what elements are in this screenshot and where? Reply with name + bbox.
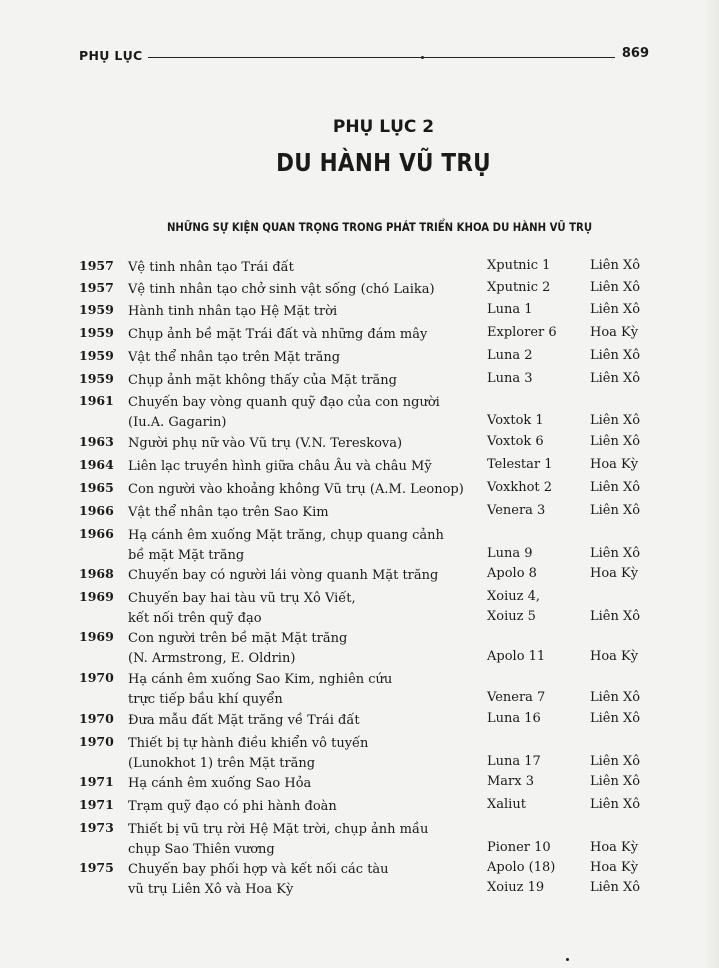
event-year: 1959 xyxy=(79,302,114,317)
event-description xyxy=(128,325,473,345)
event-description xyxy=(128,629,473,669)
event-description-line: bề mặt Mặt trăng xyxy=(128,548,245,563)
country-name: Liên Xô xyxy=(590,434,641,449)
country-name: Liên Xô xyxy=(590,690,641,705)
event-description-line: trực tiếp bầu khí quyển xyxy=(128,692,283,707)
spacecraft-name: Explorer 6 xyxy=(487,325,557,340)
spacecraft-name: Xoiuz 4, xyxy=(487,589,540,604)
event-year: 1959 xyxy=(79,325,114,340)
event-description xyxy=(128,589,473,629)
event-description xyxy=(128,258,473,278)
speck xyxy=(566,958,569,961)
event-description-line: chụp Sao Thiên vương xyxy=(128,842,275,857)
event-description xyxy=(128,797,473,817)
country-name: Liên Xô xyxy=(590,371,641,386)
spacecraft-name: Xputnic 2 xyxy=(487,280,551,295)
event-year: 1975 xyxy=(79,860,114,875)
event-year: 1965 xyxy=(79,480,114,495)
event-description-line: Hành tinh nhân tạo Hệ Mặt trời xyxy=(128,304,338,319)
header-rule xyxy=(148,57,615,58)
event-year: 1966 xyxy=(79,503,114,518)
country-name: Liên Xô xyxy=(590,413,641,428)
spacecraft-name: Venera 3 xyxy=(487,503,546,518)
event-description-line: Hạ cánh êm xuống Mặt trăng, chụp quang cảnh xyxy=(128,528,444,543)
event-description xyxy=(128,566,473,586)
country-name: Liên Xô xyxy=(590,480,641,495)
event-description-line: (Iu.A. Gagarin) xyxy=(128,415,227,430)
country-name: Liên Xô xyxy=(590,546,641,561)
event-description-line: Vệ tinh nhân tạo Trái đất xyxy=(128,260,294,275)
spacecraft-name: Marx 3 xyxy=(487,774,535,789)
country-name: Liên Xô xyxy=(590,797,641,812)
event-year: 1957 xyxy=(79,280,114,295)
country-name: Hoa Kỳ xyxy=(590,860,639,875)
event-year: 1964 xyxy=(79,457,114,472)
event-description-line: vũ trụ Liên Xô và Hoa Kỳ xyxy=(128,882,294,897)
appendix-label: PHỤ LỤC 2 xyxy=(332,117,435,137)
event-description xyxy=(128,393,473,433)
event-year: 1966 xyxy=(79,526,114,541)
country-name: Liên Xô xyxy=(590,609,641,624)
event-description-line: Chuyến bay có người lái vòng quanh Mặt trăng xyxy=(128,568,439,583)
event-description-line: Thiết bị vũ trụ rời Hệ Mặt trời, chụp ảnh mầu xyxy=(128,822,429,837)
event-description xyxy=(128,371,473,391)
event-description-line: Liên lạc truyền hình giữa châu Âu và châu Mỹ xyxy=(128,459,432,474)
spacecraft-name: Luna 2 xyxy=(487,348,533,363)
event-year: 1973 xyxy=(79,820,114,835)
event-description xyxy=(128,280,473,300)
spacecraft-name: Luna 3 xyxy=(487,371,533,386)
event-description xyxy=(128,774,473,794)
country-name: Hoa Kỳ xyxy=(590,325,639,340)
country-name: Hoa Kỳ xyxy=(590,840,639,855)
event-description-line: Chuyến bay hai tàu vũ trụ Xô Viết, xyxy=(128,591,356,606)
page-title: DU HÀNH VŨ TRỤ xyxy=(276,148,491,177)
country-name: Liên Xô xyxy=(590,280,641,295)
event-year: 1959 xyxy=(79,371,114,386)
event-description-line: (Lunokhot 1) trên Mặt trăng xyxy=(128,756,316,771)
page-edge xyxy=(705,0,719,968)
country-name: Hoa Kỳ xyxy=(590,649,639,664)
spacecraft-name: Xputnic 1 xyxy=(487,258,551,273)
country-name: Liên Xô xyxy=(590,880,641,895)
spacecraft-name: Luna 9 xyxy=(487,546,533,561)
event-year: 1969 xyxy=(79,589,114,604)
event-description xyxy=(128,302,473,322)
spacecraft-name: Luna 16 xyxy=(487,711,541,726)
event-description xyxy=(128,457,473,477)
event-description-line: Thiết bị tự hành điều khiển vô tuyến xyxy=(128,736,369,751)
event-description xyxy=(128,820,473,860)
country-name: Hoa Kỳ xyxy=(590,566,639,581)
spacecraft-name: Voxtok 6 xyxy=(487,434,544,449)
event-description xyxy=(128,711,473,731)
country-name: Liên Xô xyxy=(590,258,641,273)
spacecraft-name: Voxtok 1 xyxy=(487,413,544,428)
country-name: Liên Xô xyxy=(590,711,641,726)
event-description-line: Người phụ nữ vào Vũ trụ (V.N. Tereskova) xyxy=(128,436,403,451)
event-year: 1970 xyxy=(79,734,114,749)
event-year: 1969 xyxy=(79,629,114,644)
event-description-line: Hạ cánh êm xuống Sao Kim, nghiên cứu xyxy=(128,672,393,687)
spacecraft-name: Telestar 1 xyxy=(487,457,553,472)
spacecraft-name: Apolo 11 xyxy=(487,649,546,664)
event-year: 1971 xyxy=(79,797,114,812)
event-description-line: Con người trên bề mặt Mặt trăng xyxy=(128,631,348,646)
event-description xyxy=(128,734,473,774)
event-description-line: (N. Armstrong, E. Oldrin) xyxy=(128,651,296,666)
event-description xyxy=(128,860,473,900)
event-description xyxy=(128,480,473,500)
event-description-line: Vật thể nhân tạo trên Sao Kim xyxy=(128,505,329,520)
country-name: Hoa Kỳ xyxy=(590,457,639,472)
event-description xyxy=(128,348,473,368)
spacecraft-name: Pioner 10 xyxy=(487,840,551,855)
event-description-line: kết nối trên quỹ đạo xyxy=(128,611,262,626)
spacecraft-name: Xoiuz 5 xyxy=(487,609,536,624)
event-description-line: Trạm quỹ đạo có phi hành đoàn xyxy=(128,799,337,814)
country-name: Liên Xô xyxy=(590,754,641,769)
event-year: 1971 xyxy=(79,774,114,789)
country-name: Liên Xô xyxy=(590,774,641,789)
spacecraft-name: Luna 1 xyxy=(487,302,533,317)
spacecraft-name: Apolo (18) xyxy=(487,860,556,875)
spacecraft-name: Apolo 8 xyxy=(487,566,537,581)
country-name: Liên Xô xyxy=(590,302,641,317)
running-header-section: PHỤ LỤC xyxy=(79,48,143,63)
page-number: 869 xyxy=(621,46,649,61)
event-description xyxy=(128,526,473,566)
country-name: Liên Xô xyxy=(590,503,641,518)
event-description-line: Chuyến bay vòng quanh quỹ đạo của con người xyxy=(128,395,440,410)
speck xyxy=(421,56,424,59)
event-description-line: Vật thể nhân tạo trên Mặt trăng xyxy=(128,350,341,365)
spacecraft-name: Xaliut xyxy=(487,797,526,812)
spacecraft-name: Venera 7 xyxy=(487,690,546,705)
country-name: Liên Xô xyxy=(590,348,641,363)
event-description-line: Chuyến bay phối hợp và kết nối các tàu xyxy=(128,862,389,877)
event-description xyxy=(128,670,473,710)
event-year: 1959 xyxy=(79,348,114,363)
event-description-line: Hạ cánh êm xuống Sao Hỏa xyxy=(128,776,312,791)
event-description xyxy=(128,503,473,523)
event-year: 1970 xyxy=(79,670,114,685)
spacecraft-name: Voxkhot 2 xyxy=(487,480,553,495)
event-year: 1961 xyxy=(79,393,114,408)
spacecraft-name: Luna 17 xyxy=(487,754,541,769)
event-description-line: Đưa mẫu đất Mặt trăng về Trái đất xyxy=(128,713,360,728)
event-year: 1968 xyxy=(79,566,114,581)
event-description-line: Chụp ảnh mặt không thấy của Mặt trăng xyxy=(128,373,397,388)
event-description-line: Con người vào khoảng không Vũ trụ (A.M. Leonop) xyxy=(128,482,464,497)
event-description xyxy=(128,434,473,454)
event-year: 1957 xyxy=(79,258,114,273)
event-description-line: Vệ tinh nhân tạo chở sinh vật sống (chó Laika) xyxy=(128,282,435,297)
event-year: 1963 xyxy=(79,434,114,449)
section-subtitle: NHỮNG SỰ KIỆN QUAN TRỌNG TRONG PHÁT TRIỂN KHOA DU HÀNH VŨ TRỤ xyxy=(166,220,593,234)
event-description-line: Chụp ảnh bề mặt Trái đất và những đám mây xyxy=(128,327,428,342)
event-year: 1970 xyxy=(79,711,114,726)
spacecraft-name: Xoiuz 19 xyxy=(487,880,545,895)
